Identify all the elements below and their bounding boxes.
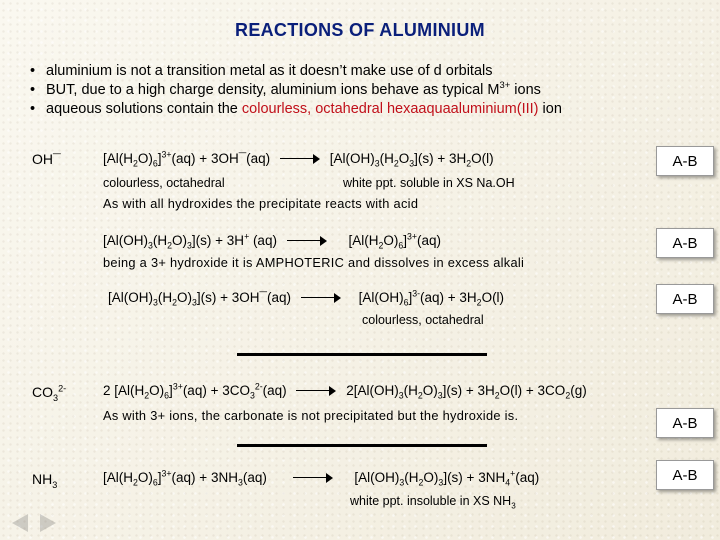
ab-badge[interactable]: A-B [656, 408, 714, 438]
annotation-colourless-octahedral: colourless, octahedral [362, 313, 484, 327]
note-hydroxide-acid: As with all hydroxides the precipitate reacts with acid [103, 196, 419, 211]
ab-badge[interactable]: A-B [656, 146, 714, 176]
section-divider [237, 444, 487, 447]
bullet-marker: • [30, 82, 36, 98]
bullet-text: aluminium is not a transition metal as it doesn’t make use of d orbitals [46, 63, 493, 79]
equation-ammonia: $[Al(H_2O)_6]^{3+}(aq) + 3NH_3(aq) [Al(OH)_3(H_2O)_3](s) + 3NH_4^+(aq)$ [103, 468, 540, 488]
bullet-marker: • [30, 101, 36, 117]
annotation-white-ppt: white ppt. soluble in XS Na.OH [343, 176, 515, 190]
bullet-item [30, 62, 562, 81]
reaction-arrow [296, 386, 336, 396]
next-slide-icon[interactable] [40, 514, 56, 532]
annotation-white-ppt-insoluble: white ppt. insoluble in XS $NH_3$ [350, 494, 516, 511]
note-carbonate: As with 3+ ions, the carbonate is not precipitated but the hydroxide is. [103, 408, 519, 423]
highlight-text: colourless, octahedral hexaaquaaluminium(III) [241, 101, 539, 117]
equation-hydroxide-1: $[Al(H_2O)_6]^{3+}(aq)$ + 3OH¯(aq) [$Al(OH)_3(H_2O_3](s) + 3H_2O(l)$ [103, 149, 494, 169]
bullet-item [30, 81, 562, 100]
reagent-label-carbonate: $CO_3^{2-}$ [32, 383, 67, 403]
ab-badge[interactable]: A-B [656, 228, 714, 258]
bullet-item [30, 100, 562, 119]
equation-carbonate: 2 $[Al(H_2O)_6]^{3+}(aq) + 3CO_3^{2-}(aq) 2[Al(OH)_3(H_2O)_3](s) + 3H_2O(l) + 3CO_2(g)$ [103, 381, 587, 401]
bullet-text: BUT, due to a high charge density, aluminium ions behave as typical $M^{3+}$ ions [46, 79, 541, 98]
bullet-marker: • [30, 63, 36, 79]
reagent-label-hydroxide: OH¯ [32, 151, 61, 167]
ab-badge[interactable]: A-B [656, 284, 714, 314]
note-amphoteric: being a 3+ hydroxide it is AMPHOTERIC and dissolves in excess alkali [103, 255, 525, 270]
reaction-arrow [301, 293, 341, 303]
equation-hydroxide-2: $[Al(OH)_3(H_2O)_3](s) + 3H^+$ (aq) $[Al(H_2O)_6]^{3+}(aq)$ [103, 231, 442, 251]
reaction-arrow [287, 236, 327, 246]
previous-slide-icon[interactable] [12, 514, 28, 532]
reagent-label-ammonia: $NH_3$ [32, 471, 58, 490]
bullet-list [30, 62, 562, 119]
equation-hydroxide-3: $[Al(OH)_3(H_2O)_3](s)$ + 3OH¯(aq) $[Al(OH)_6]^{3-}(aq) + 3H_2O(l)$ [108, 288, 505, 308]
page-title: REACTIONS OF ALUMINIUM [235, 20, 485, 40]
reaction-arrow [280, 154, 320, 164]
section-divider [237, 353, 487, 356]
ab-badge[interactable]: A-B [656, 460, 714, 490]
annotation-colourless-octahedral: colourless, octahedral [103, 176, 225, 190]
reaction-arrow [293, 473, 333, 483]
bullet-text: aqueous solutions contain the colourless, octahedral hexaaquaaluminium(III) ion [46, 101, 562, 117]
